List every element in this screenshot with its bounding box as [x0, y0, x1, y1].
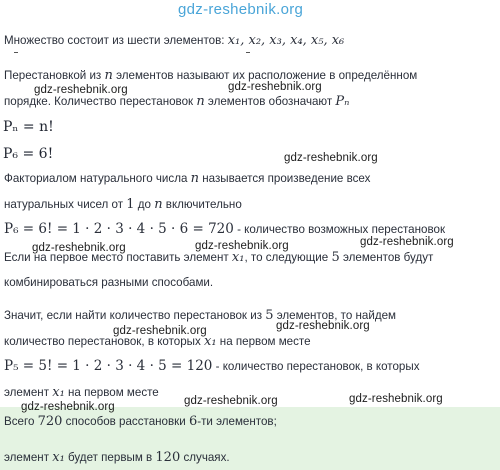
text: количество перестановок, в которых — [4, 335, 205, 348]
formula-six: P₆ = 6! — [3, 146, 54, 162]
formula-p5: P₅ = 5! = 1 · 2 · 3 · 4 · 5 = 120 — [4, 358, 213, 374]
watermark: gdz-reshebnik.org — [228, 81, 322, 93]
watermark: gdz-reshebnik.org — [32, 242, 126, 254]
calc-six-note: - количество возможных перестановок — [233, 223, 446, 236]
first-place-line-1 — [4, 250, 498, 265]
text: называется произведение всех — [199, 172, 371, 185]
conclusion-line-1 — [4, 308, 498, 323]
watermark: gdz-reshebnik.org — [349, 393, 443, 405]
answer-line-1 — [4, 414, 498, 429]
math-var: n — [196, 94, 205, 109]
answer-line-2 — [4, 450, 498, 465]
text: включительно — [162, 198, 242, 211]
watermark: gdz-reshebnik.org — [113, 325, 207, 337]
scan-mark — [14, 52, 18, 53]
math-var: x₁ — [52, 385, 65, 400]
set-elements: x₁, x₂, x₃, x₄, x₅, x₆ — [227, 33, 345, 48]
text: натуральных чисел от — [4, 198, 127, 211]
calc-five-note: - количество перестановок, в которых — [212, 360, 420, 373]
math-symbol: Pₙ — [335, 94, 350, 109]
watermark: gdz-reshebnik.org — [195, 240, 289, 252]
text: элементов, то найдем — [273, 309, 397, 322]
factorial-line-2 — [4, 197, 498, 212]
watermark: gdz-reshebnik.org — [184, 395, 278, 407]
scan-mark — [246, 52, 250, 53]
calc-six — [4, 222, 498, 237]
text: Если на первое место поставить элемент — [4, 251, 232, 264]
text: Перестановкой из — [4, 69, 105, 82]
formula-general: Pₙ = n! — [3, 119, 54, 135]
math-var: n — [190, 171, 200, 186]
watermark: gdz-reshebnik.org — [284, 152, 378, 164]
math-var: x₁ — [52, 450, 65, 465]
math-num: 120 — [155, 450, 181, 465]
text: случаях. — [180, 451, 230, 464]
math-num: 1 — [126, 197, 135, 212]
text: порядке. Количество перестановок — [4, 95, 197, 108]
watermark: gdz-reshebnik.org — [21, 401, 115, 413]
watermark-top: gdz-reshebnik.org — [178, 1, 304, 18]
calc-five — [4, 359, 498, 374]
watermark: gdz-reshebnik.org — [360, 236, 454, 248]
math-var: n — [104, 68, 113, 83]
text: элементов будут — [339, 251, 434, 264]
text: способов расстановки — [62, 415, 189, 428]
math-num: 5 — [331, 250, 340, 265]
math-var: x₁ — [204, 334, 217, 349]
watermark: gdz-reshebnik.org — [34, 84, 128, 96]
math-var: x₁ — [231, 250, 245, 265]
text: элементов обозначают — [204, 95, 336, 108]
formula-p6: P₆ = 6! = 1 · 2 · 3 · 4 · 5 · 6 = 720 — [4, 221, 234, 237]
set-description — [4, 33, 498, 48]
conclusion-line-2 — [4, 334, 498, 349]
text: Факториалом натурального числа — [4, 172, 191, 185]
text: будет первым в — [64, 451, 156, 464]
math-num: 5 — [265, 308, 274, 323]
factorial-line-1 — [4, 171, 498, 186]
text: Значит, если найти количество перестановок из — [4, 309, 266, 322]
text: Всего — [4, 415, 38, 428]
math-num: 720 — [37, 414, 63, 429]
text: на первом месте — [216, 335, 311, 348]
first-place-line-2: комбинироваться разными способами. — [4, 276, 214, 289]
text: , то следующие — [244, 251, 332, 264]
math-num: 6 — [188, 414, 198, 429]
math-var: n — [154, 197, 163, 212]
watermark: gdz-reshebnik.org — [276, 320, 370, 332]
text: элемент — [4, 451, 53, 464]
text: -ти элементов; — [197, 415, 277, 428]
text: на первом месте — [64, 386, 159, 399]
text: до — [134, 198, 155, 211]
text: элемент — [4, 386, 53, 399]
set-text: Множество состоит из шести элементов: — [4, 34, 228, 47]
text: элементов называют их расположение в определённом — [112, 69, 418, 82]
definition-line-2 — [4, 94, 498, 109]
